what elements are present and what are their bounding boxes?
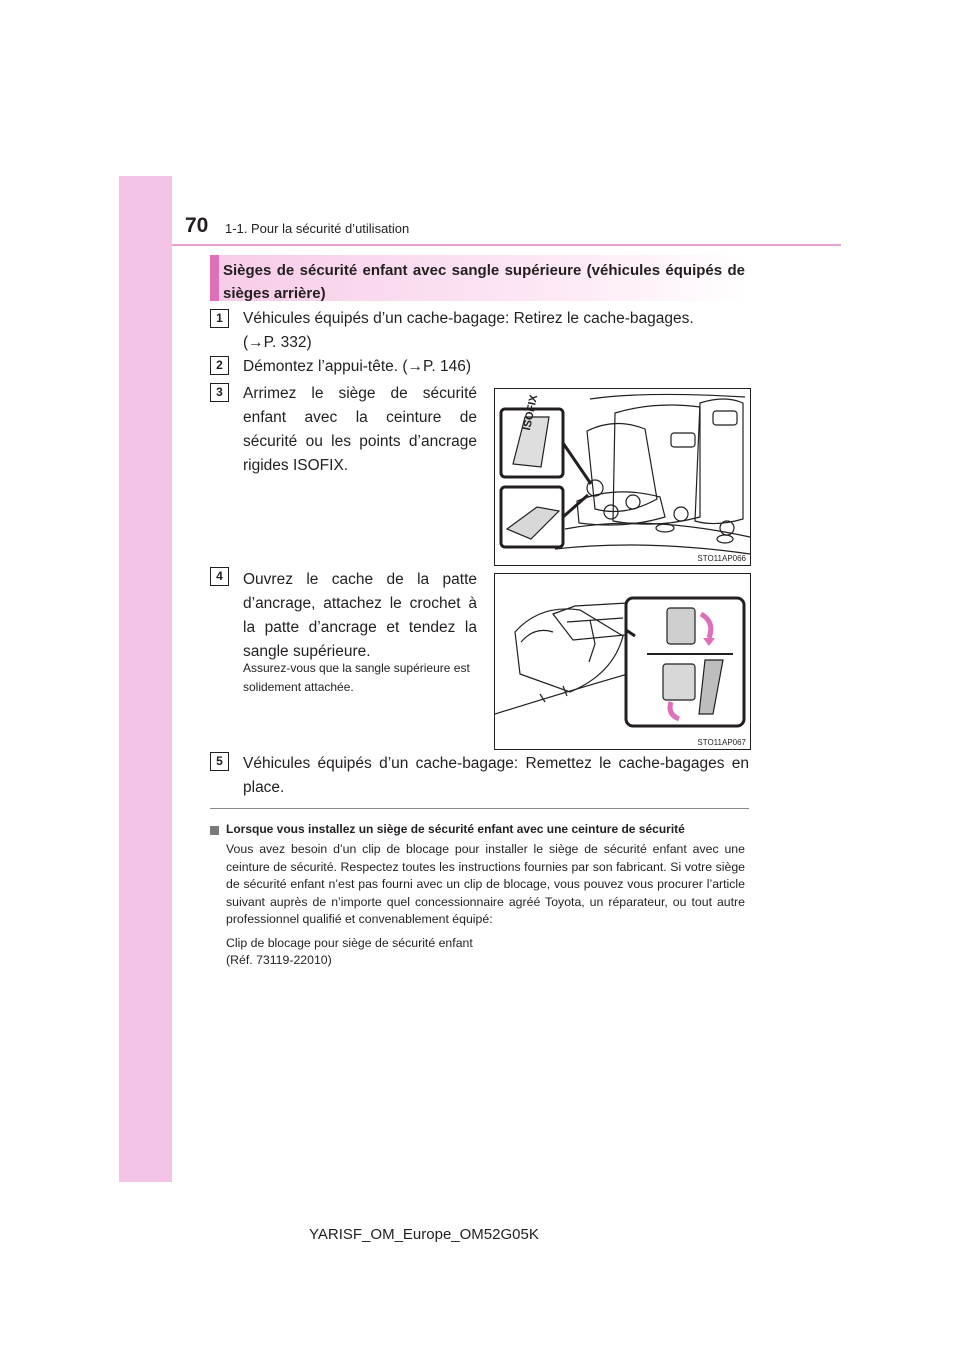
page-side-tab	[119, 176, 172, 1182]
top-tether-illustration	[495, 574, 750, 749]
info-bullet-icon	[210, 826, 219, 835]
figure-isofix-seat	[494, 388, 751, 566]
figure-top-tether	[494, 573, 751, 750]
step-3-text: Arrimez le siège de sécurité enfant avec la ceinture de sécurité ou les points d’ancrage rigides ISOFIX.	[243, 385, 477, 474]
step-4-note: Assurez-vous que la sangle supérieure est solidement attachée.	[243, 661, 470, 694]
step-2-text: Démontez l’appui-tête. (→P. 146)	[243, 358, 472, 375]
step-1-text: Véhicules équipés d’un cache-bagage: Retirez le cache-bagages.	[243, 310, 694, 327]
step-number-4: 4	[210, 567, 229, 586]
step-number-5: 5	[210, 752, 229, 771]
locking-clip-part-number: (Réf. 73119-22010)	[226, 953, 332, 967]
figure-code: STO11AP067	[697, 738, 746, 747]
section-heading-accent	[210, 255, 219, 301]
step-number-1: 1	[210, 309, 229, 328]
step-5-text: Véhicules équipés d’un cache-bagage: Remettez le cache-bagages en place.	[243, 755, 749, 796]
isofix-label: ISOFIX	[521, 393, 541, 432]
section-heading-box	[210, 255, 749, 301]
header-divider	[172, 244, 841, 246]
page-number: 70	[185, 214, 209, 237]
info-divider	[210, 808, 749, 809]
info-title: Lorsque vous installez un siège de sécurité enfant avec une ceinture de sécurité	[226, 822, 685, 836]
figure-code: STO11AP066	[697, 554, 746, 563]
step-4-text: Ouvrez le cache de la patte d’ancrage, attachez le crochet à la patte d’ancrage et tendez la sangle supérieure.	[243, 571, 477, 660]
info-body: Vous avez besoin d’un clip de blocage pour installer le siège de sécurité enfant avec une ceinture de sécurité. Respectez toutes les instructions fournies par son fabricant. Si votre siège de sécurité enfant n’est pas fourni avec un clip de blocage, vous pouvez vous procurer l’article suivant auprès de n’importe quel concessionnaire agréé Toyota, un réparateur, ou tout autre professionnel qualifié et convenablement équipé:	[226, 842, 745, 927]
step-number-3: 3	[210, 383, 229, 402]
locking-clip-name: Clip de blocage pour siège de sécurité enfant	[226, 936, 473, 950]
chapter-title: 1-1. Pour la sécurité d’utilisation	[225, 221, 410, 236]
step-number-2: 2	[210, 356, 229, 375]
section-heading: Sièges de sécurité enfant avec sangle supérieure (véhicules équipés de sièges arrière)	[223, 262, 745, 302]
step-1-reference[interactable]: (→P. 332)	[243, 334, 312, 351]
footer-doc-id: YARISF_OM_Europe_OM52G05K	[309, 1226, 539, 1243]
